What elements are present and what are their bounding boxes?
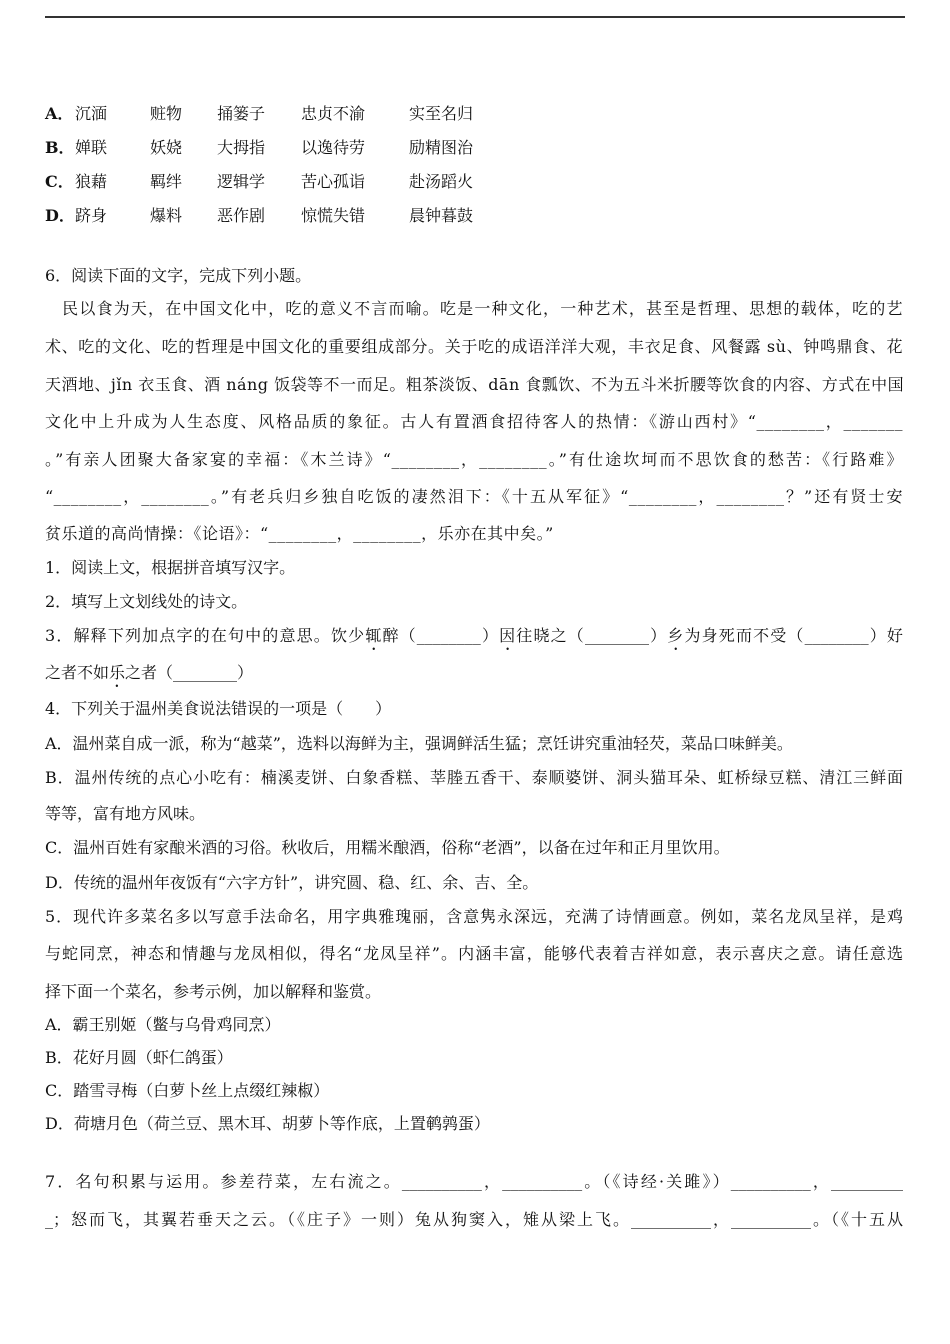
- choice-d: D．传统的温州年夜饭有“六字方针”，讲究圆、稳、红、余、吉、全。: [45, 873, 539, 892]
- passage-line: 天酒地、jǐn 衣玉食、酒 náng 饭袋等不一而足。粗茶淡饭、dān 食瓢饮、不为五斗米折腰等饮食的内容、方式在中国: [45, 375, 905, 394]
- option-word: 恶作剧: [217, 206, 266, 225]
- q7-line1: 7．名句积累与运用。参差荇菜，左右流之。__________，__________。（《诗经·关雎》）__________，_________: [45, 1172, 903, 1191]
- dish-option-a: A．霸王别姬（鳖与乌骨鸡同烹）: [45, 1015, 281, 1034]
- sub-question-4: 4．下列关于温州美食说法错误的一项是（ ）: [45, 699, 392, 718]
- option-word: 捅篓子: [217, 104, 266, 123]
- dish-option-b: B．花好月圆（虾仁鸽蛋）: [45, 1048, 233, 1067]
- dish-option-d: D．荷塘月色（荷兰豆、黑木耳、胡萝卜等作底，上置鹌鹑蛋）: [45, 1114, 490, 1133]
- option-word: 沉湎: [75, 104, 108, 123]
- q6-intro: 6．阅读下面的文字，完成下列小题。: [45, 266, 312, 285]
- text-segment: 往晓之（________）: [516, 626, 668, 645]
- option-word: 逻辑学: [217, 172, 266, 191]
- option-c-row: [45, 169, 474, 192]
- sub-question-5-line2: 与蛇同烹，神态和情趣与龙凤相似，得名“龙凤呈祥”。内涵丰富，能够代表着吉祥如意，表示喜庆之意。请任意选: [45, 944, 903, 963]
- text-segment: 之者不如: [45, 663, 110, 682]
- dish-option-c: C．踏雪寻梅（白萝卜丝上点缀红辣椒）: [45, 1081, 330, 1100]
- passage-line: “________，________。”有老兵归乡独自吃饭的凄然泪下：《十五从军征》“________，________？”还有贤士安: [45, 487, 903, 506]
- q7-line2: _；怒而飞，其翼若垂天之云。（《庄子》一则）兔从狗窦入，雉从梁上飞。__________，__________。（《十五从: [45, 1210, 903, 1229]
- choice-a: A．温州菜自成一派，称为“越菜”，选料以海鲜为主，强调鲜活生猛；烹饪讲究重油轻芡，菜品口味鲜美。: [45, 734, 793, 753]
- passage-line: 民以食为天，在中国文化中，吃的意义不言而喻。吃是一种文化，一种艺术，甚至是哲理、思想的载体，吃的艺: [45, 299, 903, 318]
- option-word: 以逸待劳: [301, 138, 366, 157]
- option-b-row: [45, 135, 474, 158]
- choice-b-line2: 等等，富有地方风味。: [45, 804, 206, 823]
- sub-question-5-line3: 择下面一个菜名，参考示例，加以解释和鉴赏。: [45, 982, 382, 1001]
- text-segment: 之者（________）: [125, 663, 254, 682]
- option-word: 惊慌失错: [301, 206, 366, 225]
- option-d-row: [45, 203, 474, 226]
- option-label: A．: [45, 104, 74, 123]
- option-label: D．: [45, 206, 75, 225]
- option-word: 赃物: [150, 104, 183, 123]
- dotted-char: 辄: [365, 626, 383, 645]
- option-word: 赴汤蹈火: [409, 172, 474, 191]
- dotted-char: 乐: [109, 663, 126, 682]
- option-a-row: [45, 101, 474, 124]
- dotted-char: 乡: [667, 626, 685, 645]
- option-word: 妖娆: [150, 138, 183, 157]
- header-rule: [45, 16, 905, 18]
- option-word: 晨钟暮鼓: [409, 206, 474, 225]
- option-word: 婵联: [75, 138, 108, 157]
- text-segment: 醉（________）: [382, 626, 500, 645]
- sub-question-5-line1: 5．现代许多菜名多以写意手法命名，用字典雅瑰丽，含意隽永深远，充满了诗情画意。例如，菜名龙凤呈祥，是鸡: [45, 907, 903, 926]
- sub-question: 1．阅读上文，根据拼音填写汉字。: [45, 558, 296, 577]
- sub-question-3-line2: [45, 660, 253, 691]
- passage-line: 。”有亲人团聚大备家宴的幸福：《木兰诗》“________，________。”有仕途坎坷而不思饮食的愁苦：《行路难》: [45, 450, 903, 469]
- option-word: 狼藉: [75, 172, 108, 191]
- option-label: B．: [45, 138, 75, 157]
- sub-question-3-line1: [45, 623, 903, 654]
- passage-line: 术、吃的文化、吃的哲理是中国文化的重要组成部分。关于吃的成语洋洋大观，丰衣足食、风餐露 sù、钟鸣鼎食、花: [45, 337, 903, 356]
- option-word: 爆料: [150, 206, 183, 225]
- option-word: 跻身: [75, 206, 108, 225]
- option-word: 实至名归: [409, 104, 474, 123]
- option-word: 忠贞不渝: [301, 104, 366, 123]
- passage-line: 贫乐道的高尚情操：《论语》：“________，________，乐亦在其中矣。”: [45, 524, 554, 543]
- option-label: C．: [45, 172, 74, 191]
- sub-question: 2．填写上文划线处的诗文。: [45, 592, 248, 611]
- option-word: 励精图治: [409, 138, 474, 157]
- choice-b-line1: B．温州传统的点心小吃有：楠溪麦饼、白象香糕、莘塍五香干、泰顺婆饼、洞头猫耳朵、虹桥绿豆糕、清江三鲜面: [45, 768, 903, 787]
- text-segment: 为身死而不受（________）好: [684, 626, 903, 645]
- option-word: 羁绊: [150, 172, 183, 191]
- passage-line: 文化中上升成为人生态度、风格品质的象征。古人有置酒食招待客人的热情：《游山西村》“________，_______: [45, 412, 903, 431]
- choice-c: C．温州百姓有家酿米酒的习俗。秋收后，用糯米酿酒，俗称“老酒”，以备在过年和正月里饮用。: [45, 838, 730, 857]
- dotted-char: 因: [499, 626, 517, 645]
- option-word: 大拇指: [217, 138, 266, 157]
- option-word: 苦心孤诣: [301, 172, 366, 191]
- text-segment: 3．解释下列加点字的在句中的意思。饮少: [45, 626, 366, 645]
